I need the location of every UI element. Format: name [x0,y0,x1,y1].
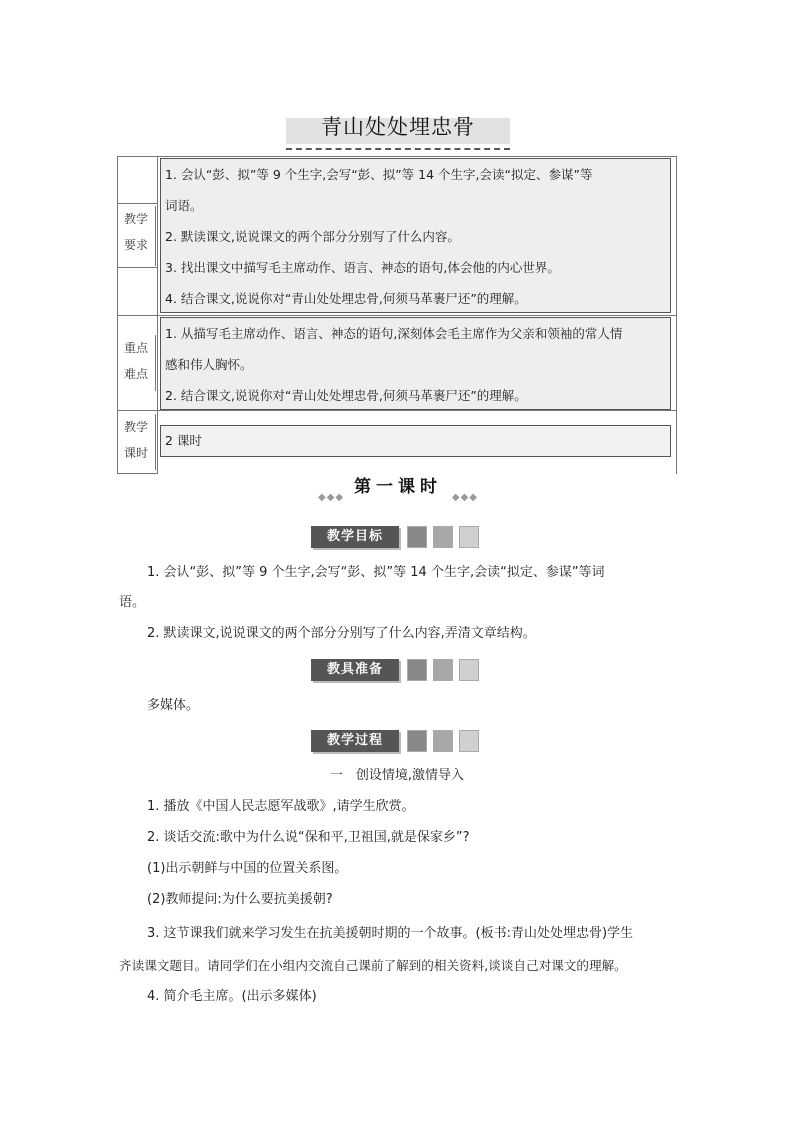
table-line: 词语。 [165,198,203,213]
lesson-heading-text: 第一课时 [354,477,442,497]
table-row-key-points [117,315,677,410]
row-label-top: 重点 [123,341,148,355]
tag-square-dark [407,730,427,752]
table-line: 3. 找出课文中描写毛主席动作、语言、神态的语句,体会他的内心世界。 [165,260,560,275]
table-line: 感和伟人胸怀。 [165,357,253,372]
tag-square-dark [407,526,427,548]
section-tag-label: 教学过程 [311,730,399,752]
tag-square-mid [433,659,453,681]
table-row-requirements [117,156,677,315]
process-line: 1. 播放《中国人民志愿军战歌》,请学生欣赏。 [147,799,415,814]
decorative-dots-left: ◆◆◆ [318,492,345,503]
decorative-dots-right: ◆◆◆ [451,492,478,503]
row-content-box [160,425,671,457]
tag-square-light [459,730,479,752]
step-title: 一 创设情境,激情导入 [329,768,465,783]
row-label-bottom: 要求 [123,238,148,252]
row-content-box [160,317,671,410]
table-line: 1. 从描写毛主席动作、语言、神态的语句,深刻体会毛主席作为父亲和领袖的常人情 [165,326,623,341]
goal-line: 语。 [119,595,146,610]
table-line: 2. 结合课文,说说你对“青山处处埋忠骨,何须马革裹尸还”的理解。 [165,388,527,403]
table-row-periods [117,410,677,473]
section-tag-label: 教具准备 [311,659,399,681]
goal-line: 2. 默读课文,说说课文的两个部分分别写了什么内容,弄清文章结构。 [147,626,536,641]
table-bottom-border [117,473,157,474]
row-label [117,335,156,391]
title-text: 青山处处埋忠骨 [321,115,475,139]
tag-square-mid [433,730,453,752]
title-dashed-underline [286,148,510,150]
row-label-top: 教学 [123,212,148,226]
row-label [117,414,156,470]
prep-line: 多媒体。 [147,698,200,713]
section-tag-label: 教学目标 [311,526,399,548]
row-label [117,206,156,266]
document-title [286,112,510,152]
lesson-heading [318,474,478,508]
process-line: 2. 谈话交流:歌中为什么说“保和平,卫祖国,就是保家乡”? [147,830,470,845]
table-line: 2. 默读课文,说说课文的两个部分分别写了什么内容。 [165,229,460,244]
table-line: 2 课时 [165,433,202,448]
row-label-bottom: 难点 [123,367,148,381]
tag-square-light [459,526,479,548]
goal-line: 1. 会认“彭、拟”等 9 个生字,会写“彭、拟”等 14 个生字,会读“拟定、参谋”等词 [147,565,605,580]
row-label-top: 教学 [123,420,148,434]
process-line: 4. 简介毛主席。(出示多媒体) [147,989,317,1004]
table-line: 4. 结合课文,说说你对“青山处处埋忠骨,何须马革裹尸还”的理解。 [165,291,527,306]
tag-square-mid [433,526,453,548]
row-label-bottom: 课时 [123,446,148,460]
process-line: 3. 这节课我们就来学习发生在抗美援朝时期的一个故事。(板书:青山处处埋忠骨)学生 [147,926,634,941]
tag-square-dark [407,659,427,681]
table-line: 1. 会认“彭、拟”等 9 个生字,会写“彭、拟”等 14 个生字,会读“拟定、参谋”等 [165,167,593,182]
process-line: 齐读课文题目。请同学们在小组内交流自己课前了解到的相关资料,谈谈自己对课文的理解。 [119,958,627,973]
process-line: (2)教师提问:为什么要抗美援朝? [147,892,333,907]
process-line: (1)出示朝鲜与中国的位置关系图。 [147,861,348,876]
row-content-box [160,158,671,313]
tag-square-light [459,659,479,681]
